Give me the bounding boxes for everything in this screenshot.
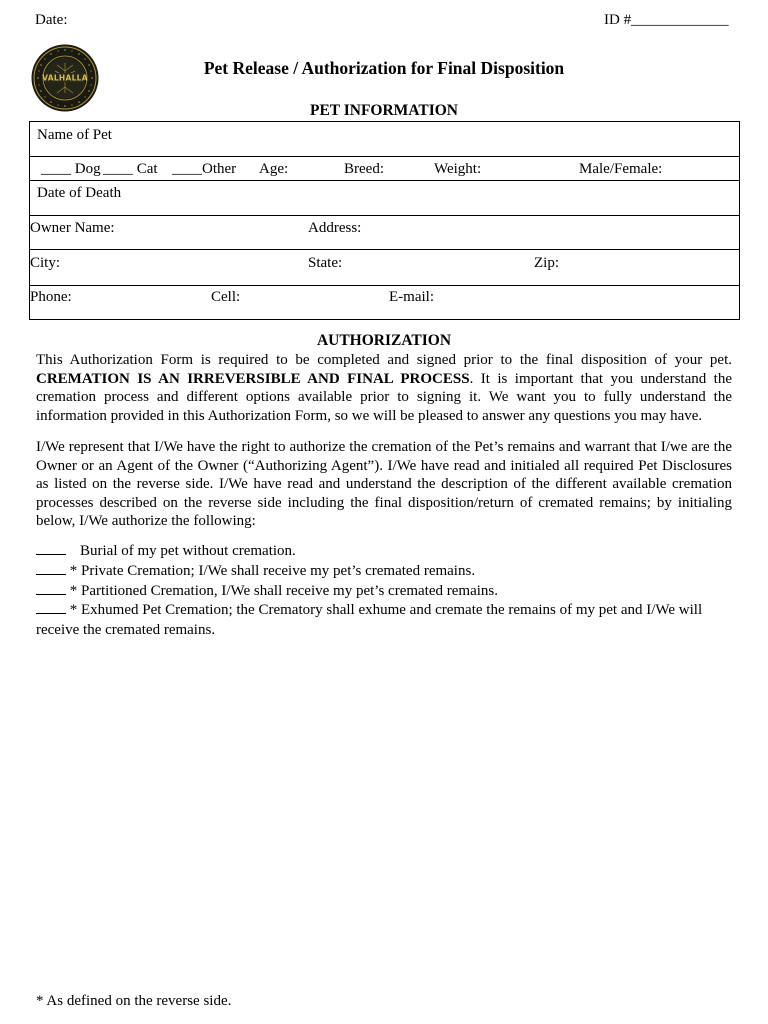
cell-field[interactable]: Cell:: [211, 289, 241, 305]
table-divider: [30, 285, 739, 286]
option-exhumed-cremation: * Exhumed Pet Cremation; the Crematory shall exhume and cremate the remains of my pet and I/We will receive the cremated remains.: [36, 602, 703, 638]
initial-blank[interactable]: [36, 543, 66, 555]
table-divider: [30, 215, 739, 216]
pet-information-table: [29, 121, 740, 320]
id-label: ID #_____________: [604, 12, 729, 28]
date-of-death-field[interactable]: Date of Death: [37, 185, 122, 201]
option-private-cremation: * Private Cremation; I/We shall receive my pet’s cremated remains.: [36, 562, 732, 582]
form-title: Pet Release / Authorization for Final Disposition: [203, 58, 565, 78]
irreversible-warning: CREMATION IS AN IRREVERSIBLE AND FINAL PROCESS: [36, 370, 470, 387]
authorization-paragraph-1: This Authorization Form is required to be completed and signed prior to the final disposition of your pet. CREMATION IS AN IRREVERSIBLE AND FINAL PROCESS. It is important that you understand the cremation process and different options available prior to signing it. We want you to fully understand the information provided in this Authorization Form, so we will be pleased to answer any questions you may have.: [36, 352, 732, 424]
table-divider: [30, 249, 739, 250]
other-option[interactable]: ____Other: [172, 161, 237, 177]
name-of-pet-field[interactable]: Name of Pet: [37, 127, 112, 143]
sex-field[interactable]: Male/Female:: [579, 161, 663, 177]
cat-option[interactable]: ____ Cat: [103, 161, 158, 177]
owner-name-field[interactable]: Owner Name:: [30, 220, 115, 236]
zip-field[interactable]: Zip:: [534, 255, 559, 271]
initial-blank[interactable]: [36, 602, 66, 614]
city-field[interactable]: City:: [30, 255, 61, 271]
weight-field[interactable]: Weight:: [434, 161, 482, 177]
date-label: Date:: [35, 12, 68, 28]
email-field[interactable]: E-mail:: [389, 289, 434, 305]
address-field[interactable]: Address:: [308, 220, 362, 236]
logo-text: VALHALLA: [42, 73, 88, 83]
age-field[interactable]: Age:: [259, 161, 289, 177]
table-divider: [30, 156, 739, 157]
footnote: * As defined on the reverse side.: [36, 993, 232, 1009]
initial-blank[interactable]: [36, 563, 66, 575]
state-field[interactable]: State:: [308, 255, 343, 271]
initial-blank[interactable]: [36, 583, 66, 595]
authorization-paragraph-2: I/We represent that I/We have the right to authorize the cremation of the Pet’s remains and warrant that I/we are the Owner or an Agent of the Owner (“Authorizing Agent”). I/We have read and initialed all required Pet Disclosures as listed on the reverse side. I/We have read and understand the description of the different available cremation processes described on the reverse side including the final disposition/return of cremated remains; by initialing below, I/We authorize the following:: [36, 439, 732, 529]
breed-field[interactable]: Breed:: [344, 161, 384, 177]
table-divider: [30, 180, 739, 181]
option-burial: Burial of my pet without cremation.: [36, 542, 732, 562]
option-partitioned-cremation: * Partitioned Cremation, I/We shall receive my pet’s cremated remains.: [36, 582, 732, 602]
phone-field[interactable]: Phone:: [30, 289, 72, 305]
pet-information-heading: PET INFORMATION: [310, 102, 458, 119]
authorization-heading: AUTHORIZATION: [316, 332, 452, 349]
dog-option[interactable]: ____ Dog: [41, 161, 101, 177]
